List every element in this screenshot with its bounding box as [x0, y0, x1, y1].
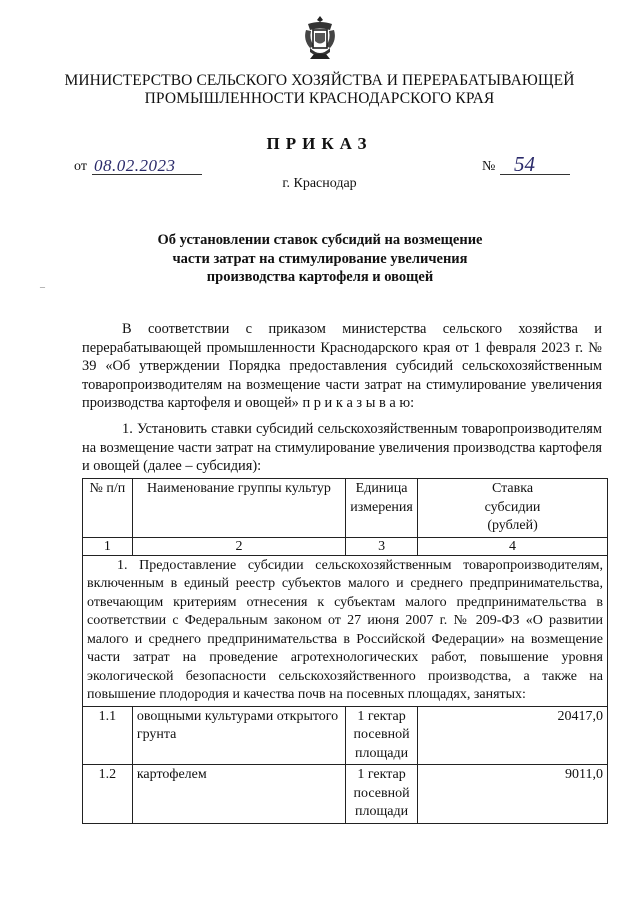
ministry-name-line2: ПРОМЫШЛЕННОСТИ КРАСНОДАРСКОГО КРАЯ — [144, 90, 495, 107]
city: г. Краснодар — [282, 176, 357, 191]
index-cell: 1 — [83, 537, 133, 555]
subject-line1: Об установлении ставок субсидий на возмещение — [157, 232, 483, 248]
date-value: 08.02.2023 — [94, 156, 176, 175]
order-subject — [100, 231, 540, 287]
row-rate: 20417,0 — [418, 706, 608, 765]
row-unit: 1 гектар посевной площади — [346, 765, 418, 824]
table-section-row — [83, 555, 608, 706]
subsidy-rates-table — [82, 478, 608, 824]
table-row — [83, 706, 608, 765]
table-header-row — [83, 479, 608, 538]
header-unit: Единица измерения — [346, 479, 418, 538]
row-crop-name: картофелем — [132, 765, 345, 824]
preamble-paragraph: В соответствии с приказом министерства сельского хозяйства и перерабатывающей промышленности Краснодарского края от 1 февраля 2023 г. № 39 «Об утверждении Порядка предоставления субсидий сельскохозяйственным товаропроизводителям на возмещение части затрат на стимулирование увеличения производства картофеля и овощей» п р и к а з ы в а ю: — [82, 321, 602, 412]
date-prefix: от — [74, 159, 87, 174]
document-type: ПРИКАЗ — [266, 134, 373, 153]
header-group: Наименование группы культур — [132, 479, 345, 538]
subject-line3: производства картофеля и овощей — [206, 269, 434, 285]
row-unit: 1 гектар посевной площади — [346, 706, 418, 765]
row-crop-name: овощными культурами открытого грунта — [132, 706, 345, 765]
subject-line2: части затрат на стимулирование увеличения — [172, 250, 468, 267]
clause-1-paragraph: 1. Установить ставки субсидий сельскохозяйственным товаропроизводителям на возмещение части затрат на стимулирование увеличения производства картофеля и овощей (далее – субсидия): — [82, 421, 602, 475]
number-value: 54 — [514, 152, 535, 176]
row-number: 1.1 — [83, 706, 133, 765]
row-number: 1.2 — [83, 765, 133, 824]
coat-of-arms-icon — [302, 14, 338, 60]
index-cell: 3 — [346, 537, 418, 555]
ministry-name-line1: МИНИСТЕРСТВО СЕЛЬСКОГО ХОЗЯЙСТВА И ПЕРЕРАБАТЫВАЮЩЕЙ — [64, 72, 575, 89]
section-text: 1. Предоставление субсидии сельскохозяйственным товаропроизводителям, включенным в единый реестр субъектов малого и среднего предпринимательства, отвечающим критериям отнесения к субъектам малого предпринимательства в соответствии с Федеральным законом от 27 июня 2007 г. № 209-ФЗ «О развитии малого и среднего предпринимательства в Российской Федерации» на возмещение части затрат на проведение агротехнологических работ, повышение уровня экологической безопасности сельскохозяйственного производства, а также на повышение плодородия и качества почв на посевных площадях, занятых: — [83, 555, 608, 706]
number-prefix: № — [482, 159, 496, 174]
index-cell: 4 — [418, 537, 608, 555]
number-underline — [500, 174, 570, 175]
header-rate: Ставка субсидии (рублей) — [418, 479, 608, 538]
ministry-name — [40, 72, 599, 108]
row-rate: 9011,0 — [418, 765, 608, 824]
table-index-row — [83, 537, 608, 555]
margin-mark: – — [40, 282, 45, 293]
table-row — [83, 765, 608, 824]
index-cell: 2 — [132, 537, 345, 555]
header-number: № п/п — [83, 479, 133, 538]
